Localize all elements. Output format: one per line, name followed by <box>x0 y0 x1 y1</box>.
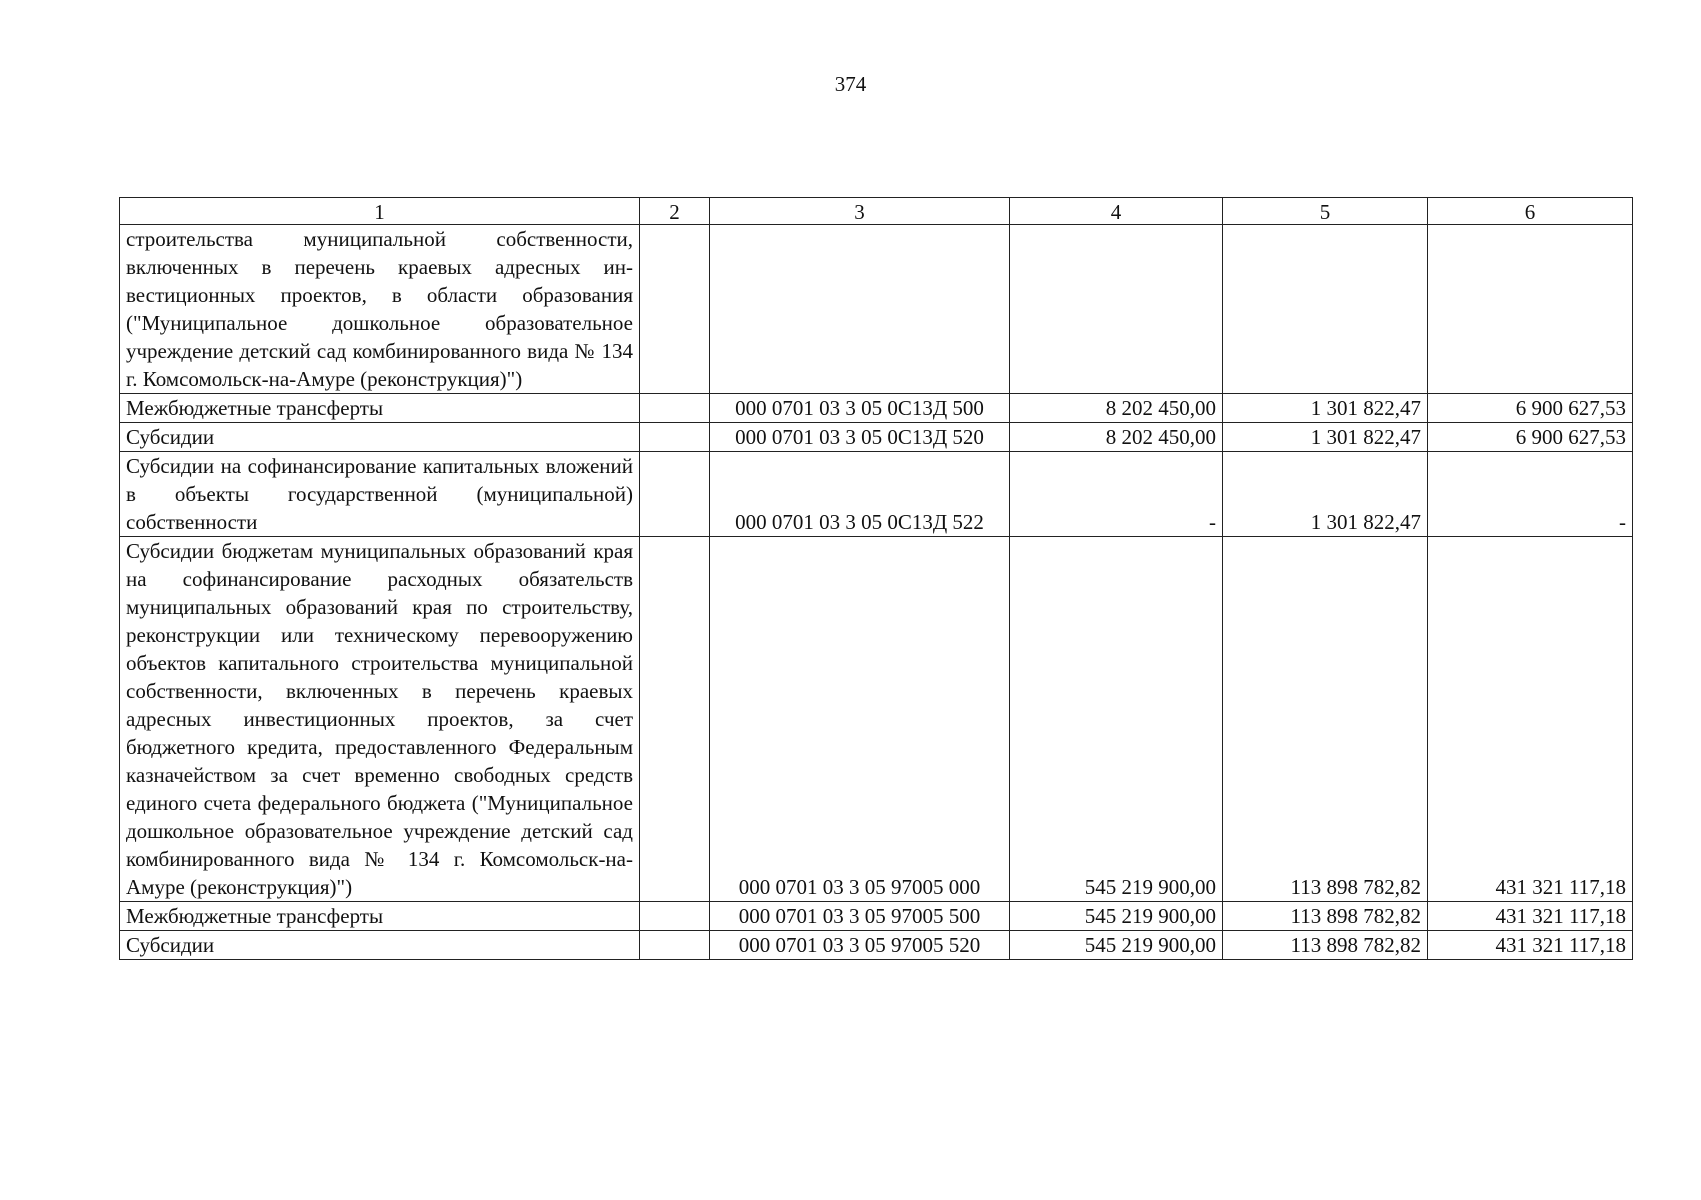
row-col5: 1 301 822,47 <box>1223 394 1428 423</box>
row-code: 000 0701 03 3 05 0С13Д 500 <box>710 394 1010 423</box>
table-row <box>120 423 1633 452</box>
header-col-6: 6 <box>1428 198 1633 225</box>
row-code <box>710 225 1010 394</box>
row-col6: 431 321 117,18 <box>1428 931 1633 960</box>
header-col-2: 2 <box>640 198 710 225</box>
row-col6: 431 321 117,18 <box>1428 537 1633 902</box>
row-col5: 113 898 782,82 <box>1223 902 1428 931</box>
table-row <box>120 452 1633 537</box>
row-col4: - <box>1010 452 1223 537</box>
header-col-4: 4 <box>1010 198 1223 225</box>
row-col2 <box>640 452 710 537</box>
row-col4 <box>1010 225 1223 394</box>
row-description: Межбюджетные трансферты <box>120 902 640 931</box>
row-description: Субсидии <box>120 423 640 452</box>
row-col6: 6 900 627,53 <box>1428 394 1633 423</box>
row-col5: 1 301 822,47 <box>1223 423 1428 452</box>
row-code: 000 0701 03 3 05 97005 520 <box>710 931 1010 960</box>
row-description: строительства муниципальной собственности, включенных в перечень краевых адресных инвестиционных проектов, в области образования ("Муниципальное дошкольное образовательное учреждение детский сад комбинированного вида № 134 г. Комсомольск-на-Амуре (реконструкция)") <box>120 225 640 394</box>
header-col-1: 1 <box>120 198 640 225</box>
row-col2 <box>640 423 710 452</box>
row-description: Межбюджетные трансферты <box>120 394 640 423</box>
row-col2 <box>640 225 710 394</box>
row-col4: 8 202 450,00 <box>1010 394 1223 423</box>
row-col2 <box>640 394 710 423</box>
row-col2 <box>640 537 710 902</box>
row-col4: 545 219 900,00 <box>1010 902 1223 931</box>
row-description: Субсидии <box>120 931 640 960</box>
table-row <box>120 902 1633 931</box>
row-col6: 431 321 117,18 <box>1428 902 1633 931</box>
row-col5: 1 301 822,47 <box>1223 452 1428 537</box>
row-col6: - <box>1428 452 1633 537</box>
budget-table <box>119 197 1633 960</box>
row-col5: 113 898 782,82 <box>1223 931 1428 960</box>
row-description: Субсидии на софинансирование капитальных вложений в объекты государственной (муниципальной) собственности <box>120 452 640 537</box>
row-col2 <box>640 931 710 960</box>
table-body <box>120 225 1633 960</box>
row-col6: 6 900 627,53 <box>1428 423 1633 452</box>
table-row <box>120 394 1633 423</box>
header-col-5: 5 <box>1223 198 1428 225</box>
header-row <box>120 198 1633 225</box>
table-header <box>120 198 1633 225</box>
row-col5 <box>1223 225 1428 394</box>
table-row <box>120 931 1633 960</box>
row-col4: 545 219 900,00 <box>1010 537 1223 902</box>
page-number: 374 <box>834 72 867 96</box>
row-col6 <box>1428 225 1633 394</box>
row-code: 000 0701 03 3 05 0С13Д 520 <box>710 423 1010 452</box>
row-code: 000 0701 03 3 05 0С13Д 522 <box>710 452 1010 537</box>
row-description: Субсидии бюджетам муниципальных образований края на софинансирование расходных обязательств муниципальных образований края по строительству, реконструкции или техническому перевооружению объектов капитального строительства муниципальной собственности, включенных в перечень краевых адресных инвестиционных проектов, за счет бюджетного кредита, предоставленного Федеральным казначейством за счет временно свободных средств единого счета федерального бюджета ("Муниципальное дошкольное образовательное учреждение детский сад комбинированного вида № 134 г. Комсомольск-на-Амуре (реконструкция)") <box>120 537 640 902</box>
row-col5: 113 898 782,82 <box>1223 537 1428 902</box>
row-code: 000 0701 03 3 05 97005 500 <box>710 902 1010 931</box>
table-row <box>120 225 1633 394</box>
row-col2 <box>640 902 710 931</box>
row-code: 000 0701 03 3 05 97005 000 <box>710 537 1010 902</box>
row-col4: 8 202 450,00 <box>1010 423 1223 452</box>
header-col-3: 3 <box>710 198 1010 225</box>
row-col4: 545 219 900,00 <box>1010 931 1223 960</box>
table-row <box>120 537 1633 902</box>
